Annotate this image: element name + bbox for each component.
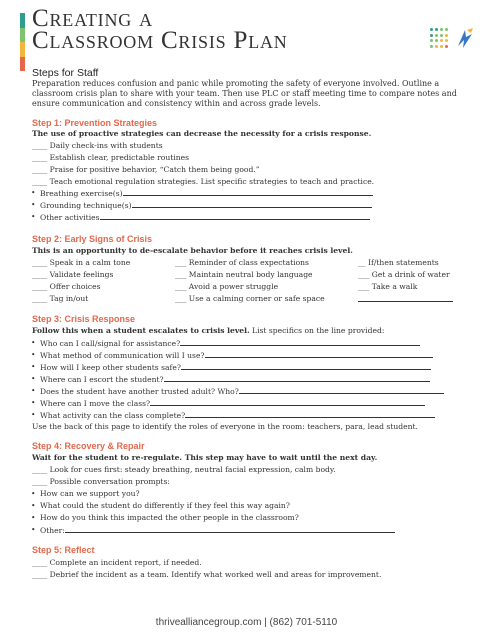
step3-bullet <box>40 338 420 348</box>
step1-item: ____ Praise for positive behavior, “Catch them being good.” <box>32 165 260 174</box>
step2-item: ____ Tag in/out <box>32 294 89 303</box>
step2-item: ____ Speak in a calm tone <box>32 258 131 267</box>
bullet-label: Breathing exercise(s) <box>40 189 123 198</box>
step4-item: ____ Look for cues first: steady breathing, neutral facial expression, calm body. <box>32 465 336 474</box>
step2-item: ____ Offer choices <box>32 282 101 291</box>
step2-item: ___ Reminder of class expectations <box>175 258 309 267</box>
step3-note: Use the back of this page to identify the roles of everyone in the room: teachers, para, lead student. <box>32 422 418 431</box>
intro-paragraph: Preparation reduces confusion and panic while promoting the safety of everyone involved. Outline a classroom crisis plan to share with your team. Then use PLC or staff meeting time to compare notes and ensure communication and consistency within and across grade levels. <box>32 79 457 108</box>
step1-bullet <box>40 212 370 222</box>
answer-line[interactable] <box>150 398 425 406</box>
answer-line[interactable] <box>180 338 420 346</box>
step3-bullet <box>40 398 425 408</box>
answer-line[interactable] <box>205 350 433 358</box>
step3-bullet <box>40 362 431 372</box>
bullet-label: What method of communication will I use? <box>40 351 205 360</box>
step3-bullet <box>40 350 433 360</box>
bullet-label: Where can I escort the student? <box>40 375 164 384</box>
title-line-1: Creating a <box>32 5 153 32</box>
footer-contact[interactable]: thrivealliancegroup.com | (862) 701-5110 <box>155 617 338 628</box>
step1-item: ____ Establish clear, predictable routines <box>32 153 190 162</box>
title-line-2: Classroom Crisis Plan <box>32 27 288 54</box>
step1-bullet <box>40 200 372 210</box>
bullet-label: Where can I move the class? <box>40 399 151 408</box>
step2-item: ___ Maintain neutral body language <box>175 270 313 279</box>
step1-item: ____ Teach emotional regulation strategies. List specific strategies to teach and practice. <box>32 177 375 186</box>
step2-item: ____ Validate feelings <box>32 270 114 279</box>
step2-lead: This is an opportunity to de-escalate behavior before it reaches crisis level. <box>32 246 353 255</box>
step1-title: Step 1: Prevention Strategies <box>32 118 158 128</box>
answer-line[interactable] <box>100 212 370 220</box>
step4-bullet: • How do you think this impacted the other people in the classroom? <box>40 513 299 522</box>
page-title <box>32 5 288 54</box>
accent-bar <box>20 13 25 71</box>
answer-line[interactable] <box>164 374 430 382</box>
step1-bullet <box>40 188 373 198</box>
answer-line[interactable] <box>65 525 395 533</box>
step3-bullet <box>40 374 430 384</box>
answer-line[interactable] <box>358 294 453 302</box>
step4-bullet: • What could the student do differently if they feel this way again? <box>40 501 290 510</box>
step2-item: ___ Take a walk <box>358 282 418 291</box>
thrive-alliance-logo-icon <box>430 26 478 52</box>
step2-item: __ If/then statements <box>358 258 439 267</box>
bullet-label: Does the student have another trusted adult? Who? <box>40 387 239 396</box>
bullet-label: How will I keep other students safe? <box>40 363 181 372</box>
bullet-label: Who can I call/signal for assistance? <box>40 339 181 348</box>
answer-line[interactable] <box>181 362 431 370</box>
step3-title: Step 3: Crisis Response <box>32 314 136 324</box>
bullet-label: Other: <box>40 526 65 535</box>
step3-bullet <box>40 410 435 420</box>
subtitle: Steps for Staff <box>32 67 99 79</box>
step5-title: Step 5: Reflect <box>32 545 95 555</box>
answer-line[interactable] <box>123 188 373 196</box>
step1-lead: The use of proactive strategies can decrease the necessity for a crisis response. <box>32 129 372 138</box>
step2-item: ___ Avoid a power struggle <box>175 282 279 291</box>
step2-blank-item[interactable] <box>358 294 453 304</box>
step3-bullet <box>40 386 444 396</box>
step4-bullet <box>40 525 395 535</box>
answer-line[interactable] <box>239 386 444 394</box>
step1-item: ____ Daily check-ins with students <box>32 141 163 150</box>
step2-title: Step 2: Early Signs of Crisis <box>32 234 153 244</box>
step3-lead <box>32 326 384 335</box>
bullet-label: Grounding technique(s) <box>40 201 132 210</box>
answer-line[interactable] <box>132 200 372 208</box>
step4-item: ____ Possible conversation prompts: <box>32 477 170 486</box>
step4-bullet: • How can we support you? <box>40 489 140 498</box>
bullet-label: Other activities <box>40 213 100 222</box>
step2-item: ___ Use a calming corner or safe space <box>175 294 325 303</box>
step3-lead-rest: List specifics on the line provided: <box>249 326 385 335</box>
step5-item: ____ Debrief the incident as a team. Identify what worked well and areas for improvement. <box>32 570 382 579</box>
step5-item: ____ Complete an incident report, if needed. <box>32 558 202 567</box>
step4-title: Step 4: Recovery & Repair <box>32 441 145 451</box>
step3-lead-bold: Follow this when a student escalates to crisis level. <box>32 326 250 335</box>
bullet-label: What activity can the class complete? <box>40 411 186 420</box>
step4-lead: Wait for the student to re-regulate. This step may have to wait until the next day. <box>32 453 378 462</box>
answer-line[interactable] <box>185 410 435 418</box>
step2-item: ___ Get a drink of water <box>358 270 450 279</box>
